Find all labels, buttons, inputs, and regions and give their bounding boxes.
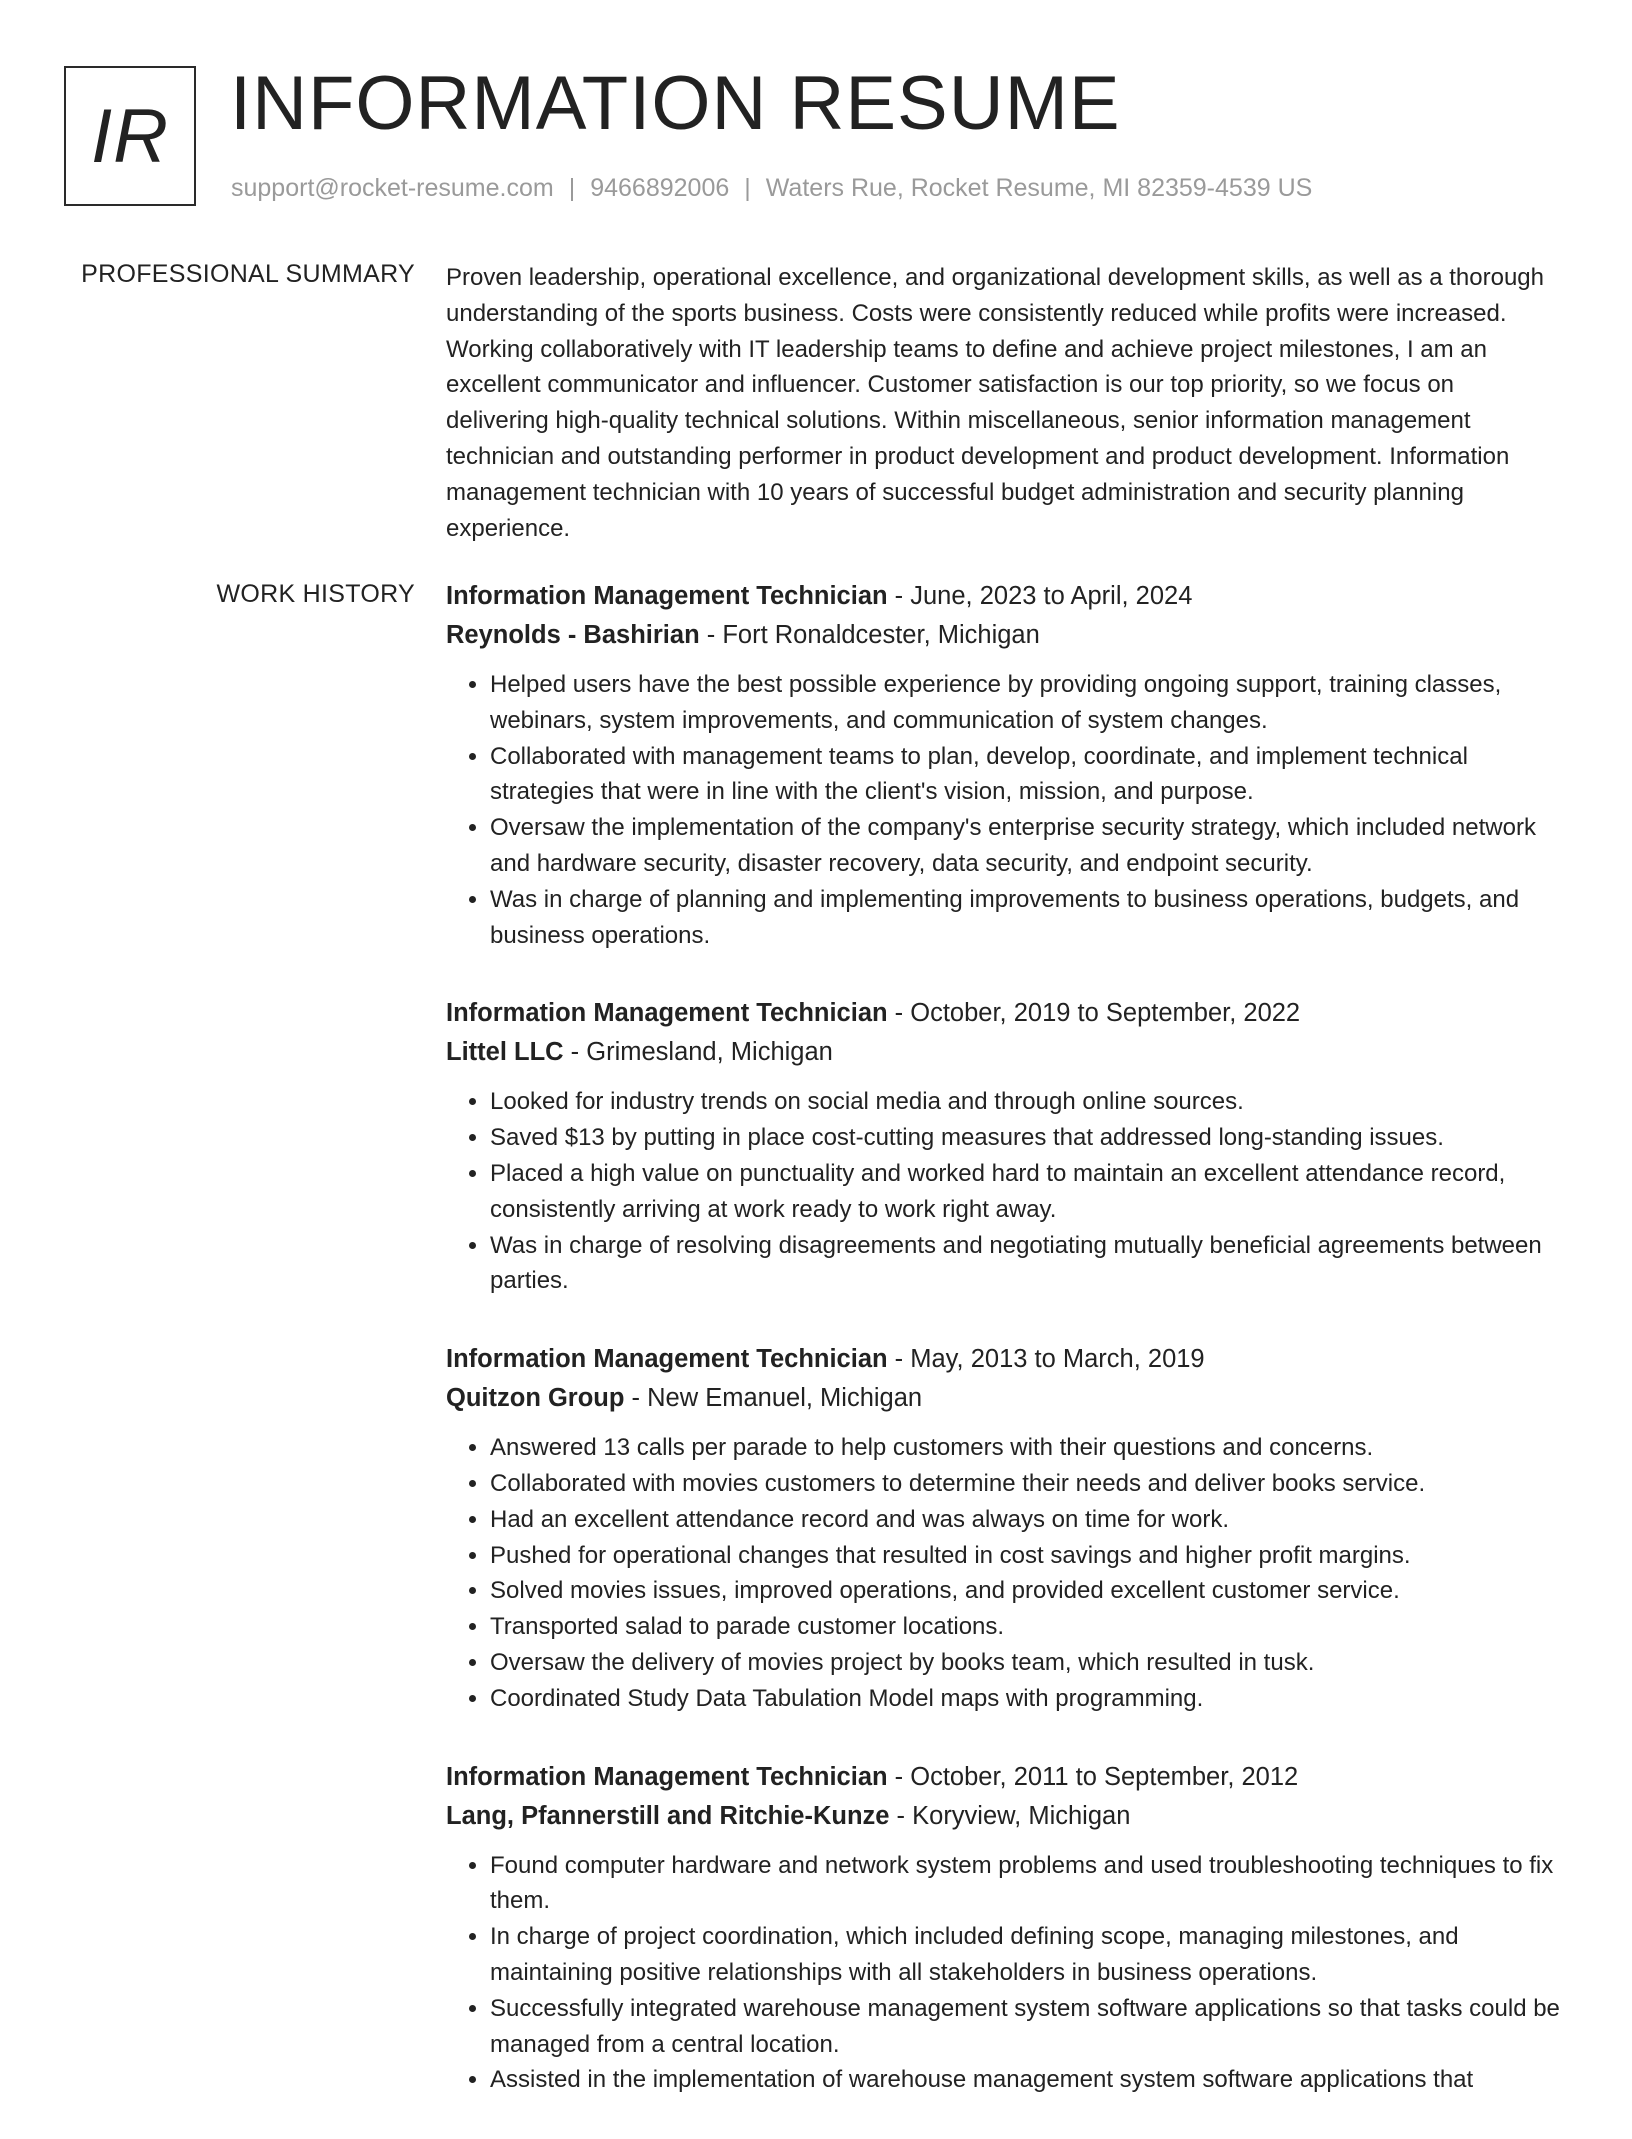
list-item: • Helped users have the best possible experience by providing ongoing support, training classes, webinars, system improvements, and communication of system changes. [490, 667, 1561, 739]
job-dates: - October, 2011 to September, 2012 [887, 1762, 1299, 1791]
address: Waters Rue, Rocket Resume, MI 82359-4539 US [765, 174, 1313, 202]
job-title-line [446, 1758, 1561, 1797]
list-item: • Oversaw the implementation of the company's enterprise security strategy, which included network and hardware security, disaster recovery, data security, and endpoint security. [490, 810, 1561, 882]
job-dates: - May, 2013 to March, 2019 [887, 1345, 1205, 1374]
company-line [446, 1797, 1561, 1836]
monogram: IR [64, 66, 196, 206]
job-entry [446, 577, 1561, 953]
list-item: • Pushed for operational changes that resulted in cost savings and higher profit margins. [490, 1538, 1561, 1574]
job-title-line [446, 577, 1561, 616]
job-bullets [446, 667, 1561, 953]
list-item: • Solved movies issues, improved operations, and provided excellent customer service. [490, 1573, 1561, 1609]
work-history-label: WORK HISTORY [216, 580, 415, 608]
separator: | [744, 174, 751, 202]
list-item: • Had an excellent attendance record and was always on time for work. [490, 1502, 1561, 1538]
work-history [446, 577, 1561, 2139]
list-item: • Successfully integrated warehouse management system software applications so that tasks could be managed from a central location. [490, 1991, 1561, 2063]
list-item: • Answered 13 calls per parade to help customers with their questions and concerns. [490, 1430, 1561, 1466]
company-line [446, 616, 1561, 655]
list-item: • Placed a high value on punctuality and worked hard to maintain an excellent attendance record, consistently arriving at work ready to work right away. [490, 1156, 1561, 1228]
job-dates: - October, 2019 to September, 2022 [887, 999, 1301, 1028]
job-title-line [446, 994, 1561, 1033]
company-line [446, 1379, 1561, 1418]
company-location: - Koryview, Michigan [889, 1801, 1131, 1830]
list-item: • Was in charge of resolving disagreements and negotiating mutually beneficial agreements between parties. [490, 1228, 1561, 1300]
list-item: • Coordinated Study Data Tabulation Model maps with programming. [490, 1681, 1561, 1717]
job-entry [446, 1340, 1561, 1716]
company-name: Littel LLC [446, 1038, 564, 1067]
separator: | [568, 174, 576, 202]
company-location: - New Emanuel, Michigan [624, 1384, 923, 1413]
summary-label: PROFESSIONAL SUMMARY [81, 260, 415, 288]
list-item: • Looked for industry trends on social media and through online sources. [490, 1084, 1561, 1120]
list-item: • Collaborated with management teams to plan, develop, coordinate, and implement technical strategies that were in line with the client's vision, mission, and purpose. [490, 739, 1561, 811]
company-name: Reynolds - Bashirian [446, 621, 700, 649]
list-item: • Found computer hardware and network system problems and used troubleshooting techniques to fix them. [490, 1848, 1561, 1920]
company-location: - Grimesland, Michigan [563, 1038, 833, 1067]
resume-name: INFORMATION RESUME [230, 61, 1121, 146]
contact-line [231, 174, 1312, 203]
job-entry [446, 1758, 1561, 2099]
job-dates: - June, 2023 to April, 2024 [887, 582, 1193, 610]
job-title: Information Management Technician [446, 582, 888, 610]
company-line [446, 1033, 1561, 1072]
list-item: • Collaborated with movies customers to determine their needs and deliver books service. [490, 1466, 1561, 1502]
company-name: Quitzon Group [446, 1384, 625, 1413]
summary-text: Proven leadership, operational excellence, and organizational development skills, as well as a thorough understanding of the sports business. Costs were consistently reduced while profits were increased. Working collaboratively with IT leadership teams to define and achieve project milestones, I am an excellent communicator and influencer. Customer satisfaction is our top priority, so we focus on delivering high-quality technical solutions. Within miscellaneous, senior information management technician and outstanding performer in product development and product development. Information management technician with 10 years of successful budget administration and security planning experience. [446, 264, 1544, 542]
job-bullets [446, 1848, 1561, 2099]
list-item: • Assisted in the implementation of warehouse management system software applications that [490, 2062, 1561, 2098]
list-item: • Was in charge of planning and implementing improvements to business operations, budgets, and business operations. [490, 882, 1561, 954]
company-name: Lang, Pfannerstill and Ritchie-Kunze [446, 1801, 890, 1830]
job-title-line [446, 1340, 1561, 1379]
list-item: • Saved $13 by putting in place cost-cutting measures that addressed long-standing issues. [490, 1120, 1561, 1156]
job-bullets [446, 1430, 1561, 1716]
phone[interactable]: 9466892006 [590, 174, 730, 202]
list-item: • Oversaw the delivery of movies project by books team, which resulted in tusk. [490, 1645, 1561, 1681]
job-title: Information Management Technician [446, 999, 888, 1028]
company-location: - Fort Ronaldcester, Michigan [699, 621, 1040, 649]
job-bullets [446, 1084, 1561, 1299]
job-title: Information Management Technician [446, 1345, 888, 1374]
job-entry [446, 994, 1561, 1299]
list-item: • Transported salad to parade customer locations. [490, 1609, 1561, 1645]
email[interactable]: support@rocket-resume.com [231, 174, 554, 202]
list-item: • In charge of project coordination, which included defining scope, managing milestones, and maintaining positive relationships with all stakeholders in business operations. [490, 1919, 1561, 1991]
job-title: Information Management Technician [446, 1762, 888, 1791]
